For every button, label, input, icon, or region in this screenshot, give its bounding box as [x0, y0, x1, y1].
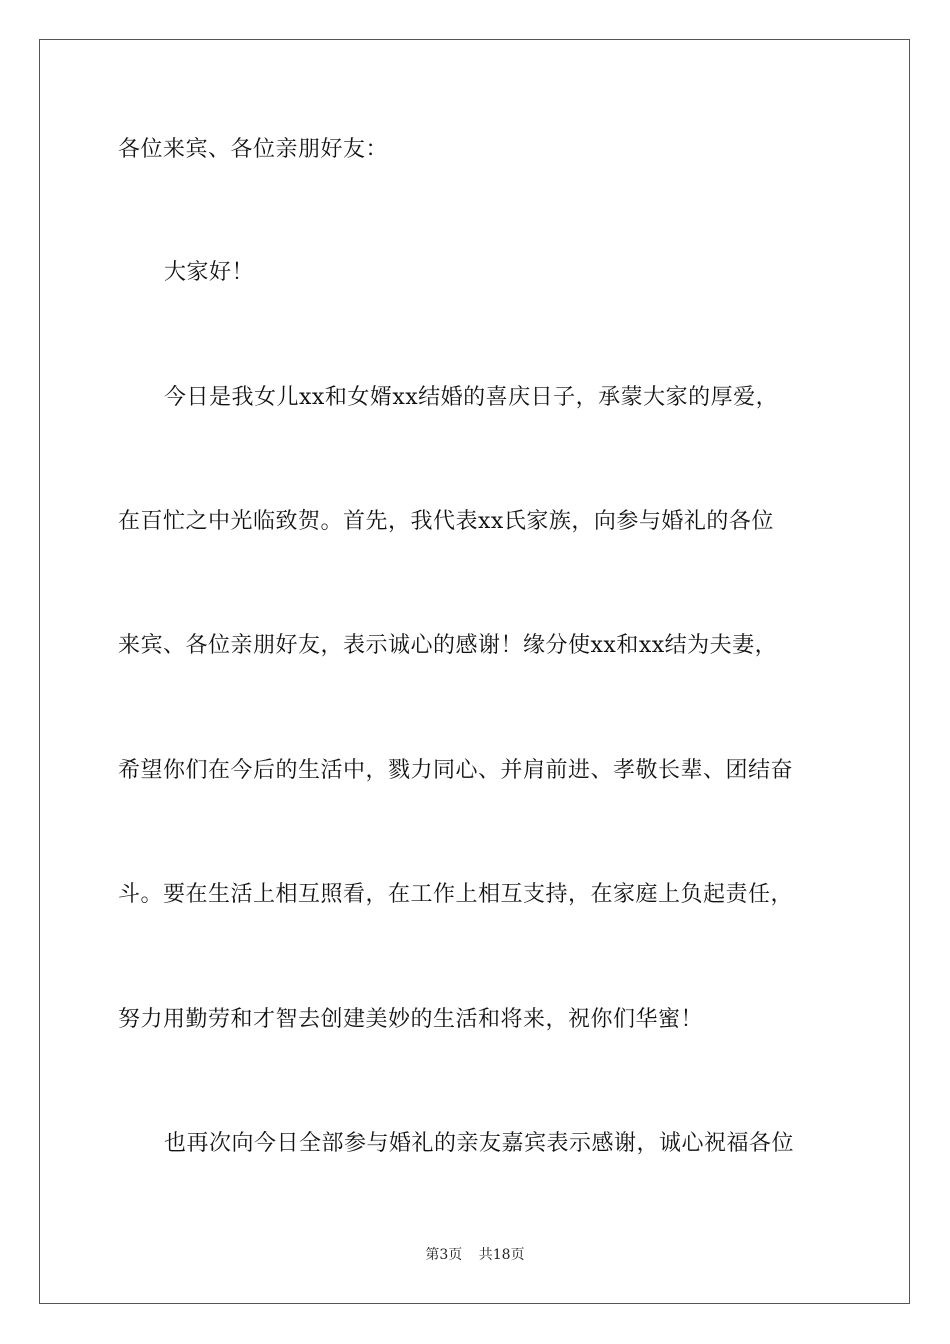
body-line-4: 希望你们在今后的生活中，戮力同心、并肩前进、孝敬长辈、团结奋	[118, 758, 794, 783]
body-line-2: 在百忙之中光临致贺。首先，我代表xx氏家族，向参与婚礼的各位	[118, 509, 774, 534]
body-line-7: 也再次向今日全部参与婚礼的亲友嘉宾表示感谢，诚心祝福各位	[164, 1131, 795, 1156]
body-line-5: 斗。要在生活上相互照看，在工作上相互支持，在家庭上负起责任，	[118, 882, 794, 907]
page-footer	[0, 1245, 950, 1265]
page-border	[39, 39, 910, 1304]
body-line-6: 努力用勤劳和才智去创建美妙的生活和将来，祝你们华蜜！	[118, 1007, 704, 1032]
body-line-3: 来宾、各位亲朋好友，表示诚心的感谢！缘分使xx和xx结为夫妻，	[118, 633, 778, 658]
page-total: 共18页	[478, 1247, 525, 1263]
salutation-line: 各位来宾、各位亲朋好友：	[118, 137, 389, 162]
body-line-1: 今日是我女儿xx和女婿xx结婚的喜庆日子，承蒙大家的厚爱，	[164, 385, 779, 410]
greeting-line: 大家好！	[164, 260, 255, 285]
page-number: 第3页	[425, 1247, 463, 1263]
